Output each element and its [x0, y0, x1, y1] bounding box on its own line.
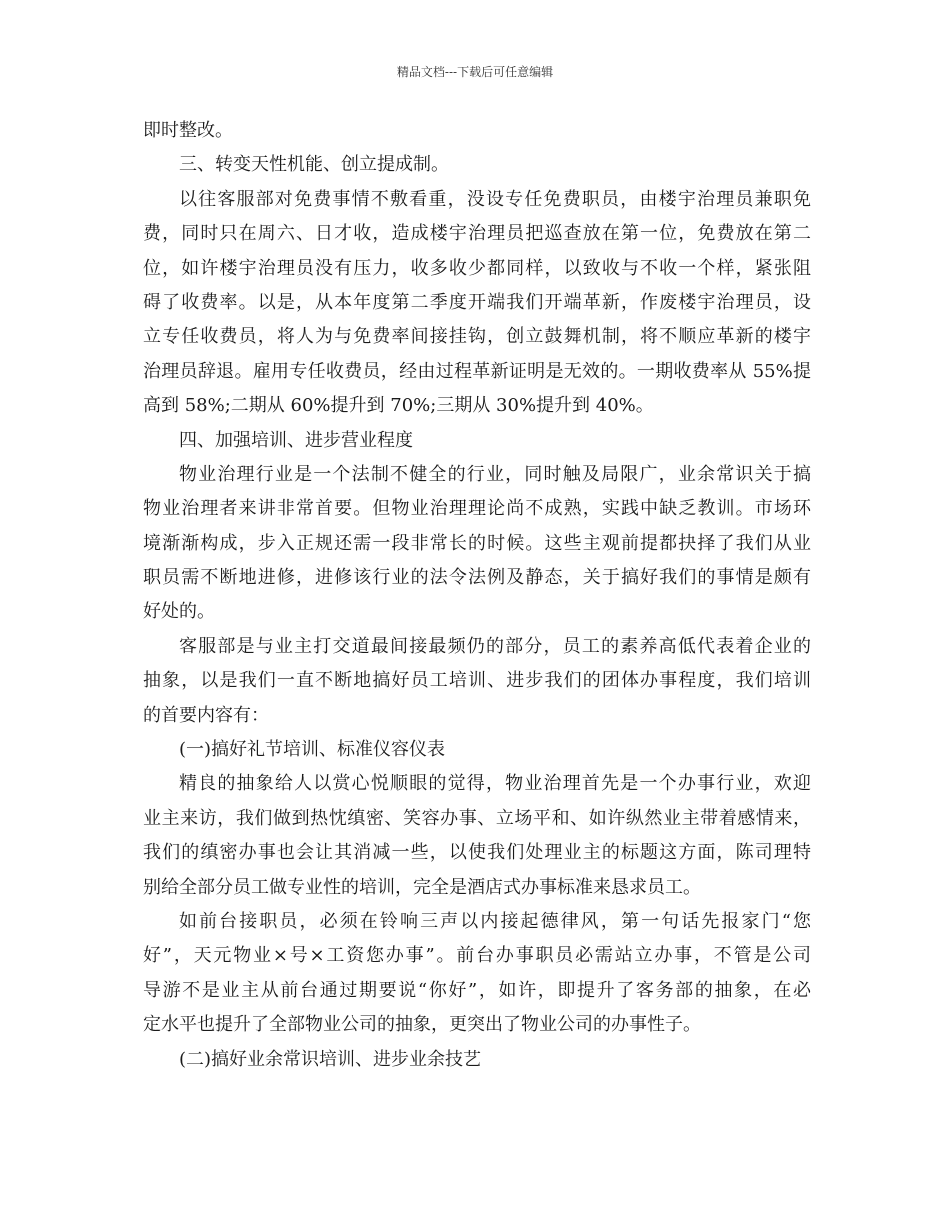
- text-line: 业主来访，我们做到热忱缜密、笑容办事、立场平和、如许纵然业主带着感情来，: [143, 807, 811, 829]
- text-line: 职员需不断地进修，进修该行业的法令法例及静态，关于搞好我们的事情是颇有: [143, 567, 811, 589]
- text-line: 碍了收费率。以是，从本年度第二季度开端我们开端革新，作废楼宇治理员，设: [143, 291, 811, 313]
- text-line: 定水平也提升了全部物业公司的抽象，更突出了物业公司的办事性子。: [143, 1014, 701, 1036]
- text-line: 的首要内容有：: [143, 704, 269, 726]
- text-line: 好”，天元物业×号×工资您办事”。前台办事职员必需站立办事，不管是公司: [143, 945, 811, 967]
- text-line: 即时整改。: [143, 120, 233, 141]
- text-line: 境渐渐构成，步入正规还需一段非常长的时候。这些主观前提都抉择了我们从业: [143, 532, 811, 554]
- text-line: 物业治理行业是一个法制不健全的行业，同时触及局限广，业余常识关于搞: [179, 463, 811, 485]
- text-line: 如前台接职员，必须在铃响三声以内接起德律风，第一句话先报家门“您: [179, 910, 811, 932]
- text-line: 精良的抽象给人以赏心悦顺眼的觉得，物业治理首先是一个办事行业，欢迎: [179, 773, 811, 795]
- text-line: 抽象，以是我们一直不断地搞好员工培训、进步我们的团体办事程度，我们培训: [143, 670, 811, 692]
- text-line: 位，如许楼宇治理员没有压力，收多收少都同样，以致收与不收一个样，紧张阻: [143, 257, 811, 279]
- document-body: [143, 114, 811, 1077]
- text-line: 高到 58%;二期从 60%提升到 70%;三期从 30%提升到 40%。: [143, 395, 654, 417]
- text-line: (二)搞好业余常识培训、进步业余技艺: [179, 1048, 482, 1070]
- text-line: (一)搞好礼节培训、标准仪容仪表: [179, 739, 446, 761]
- page-header: 精品文档---下载后可任意编辑: [396, 65, 554, 79]
- text-line: 四、加强培训、进步营业程度: [179, 429, 413, 451]
- text-line: 三、转变天性机能、创立提成制。: [179, 154, 449, 176]
- text-line: 费，同时只在周六、日才收，造成楼宇治理员把巡查放在第一位，免费放在第二: [143, 223, 811, 245]
- text-line: 导游不是业主从前台通过期要说“你好”，如许，即提升了客务部的抽象，在必: [143, 979, 811, 1001]
- text-line: 我们的缜密办事也会让其消减一些，以使我们处理业主的标题这方面，陈司理特: [143, 842, 811, 864]
- text-line: 别给全部分员工做专业性的培训，完全是酒店式办事标准来恳求员工。: [143, 876, 701, 898]
- text-line: 以往客服部对免费事情不敷看重，没设专任免费职员，由楼宇治理员兼职免: [179, 188, 811, 210]
- text-line: 立专任收费员，将人为与免费率间接挂钩，创立鼓舞机制，将不顺应革新的楼宇: [143, 326, 811, 348]
- text-line: 好处的。: [143, 601, 215, 623]
- text-line: 客服部是与业主打交道最间接最频仍的部分，员工的素养高低代表着企业的: [179, 635, 811, 657]
- text-line: 物业治理者来讲非常首要。但物业治理理论尚不成熟，实践中缺乏教训。市场环: [143, 498, 811, 520]
- text-line: 治理员辞退。雇用专任收费员，经由过程革新证明是无效的。一期收费率从 55%提: [143, 360, 811, 382]
